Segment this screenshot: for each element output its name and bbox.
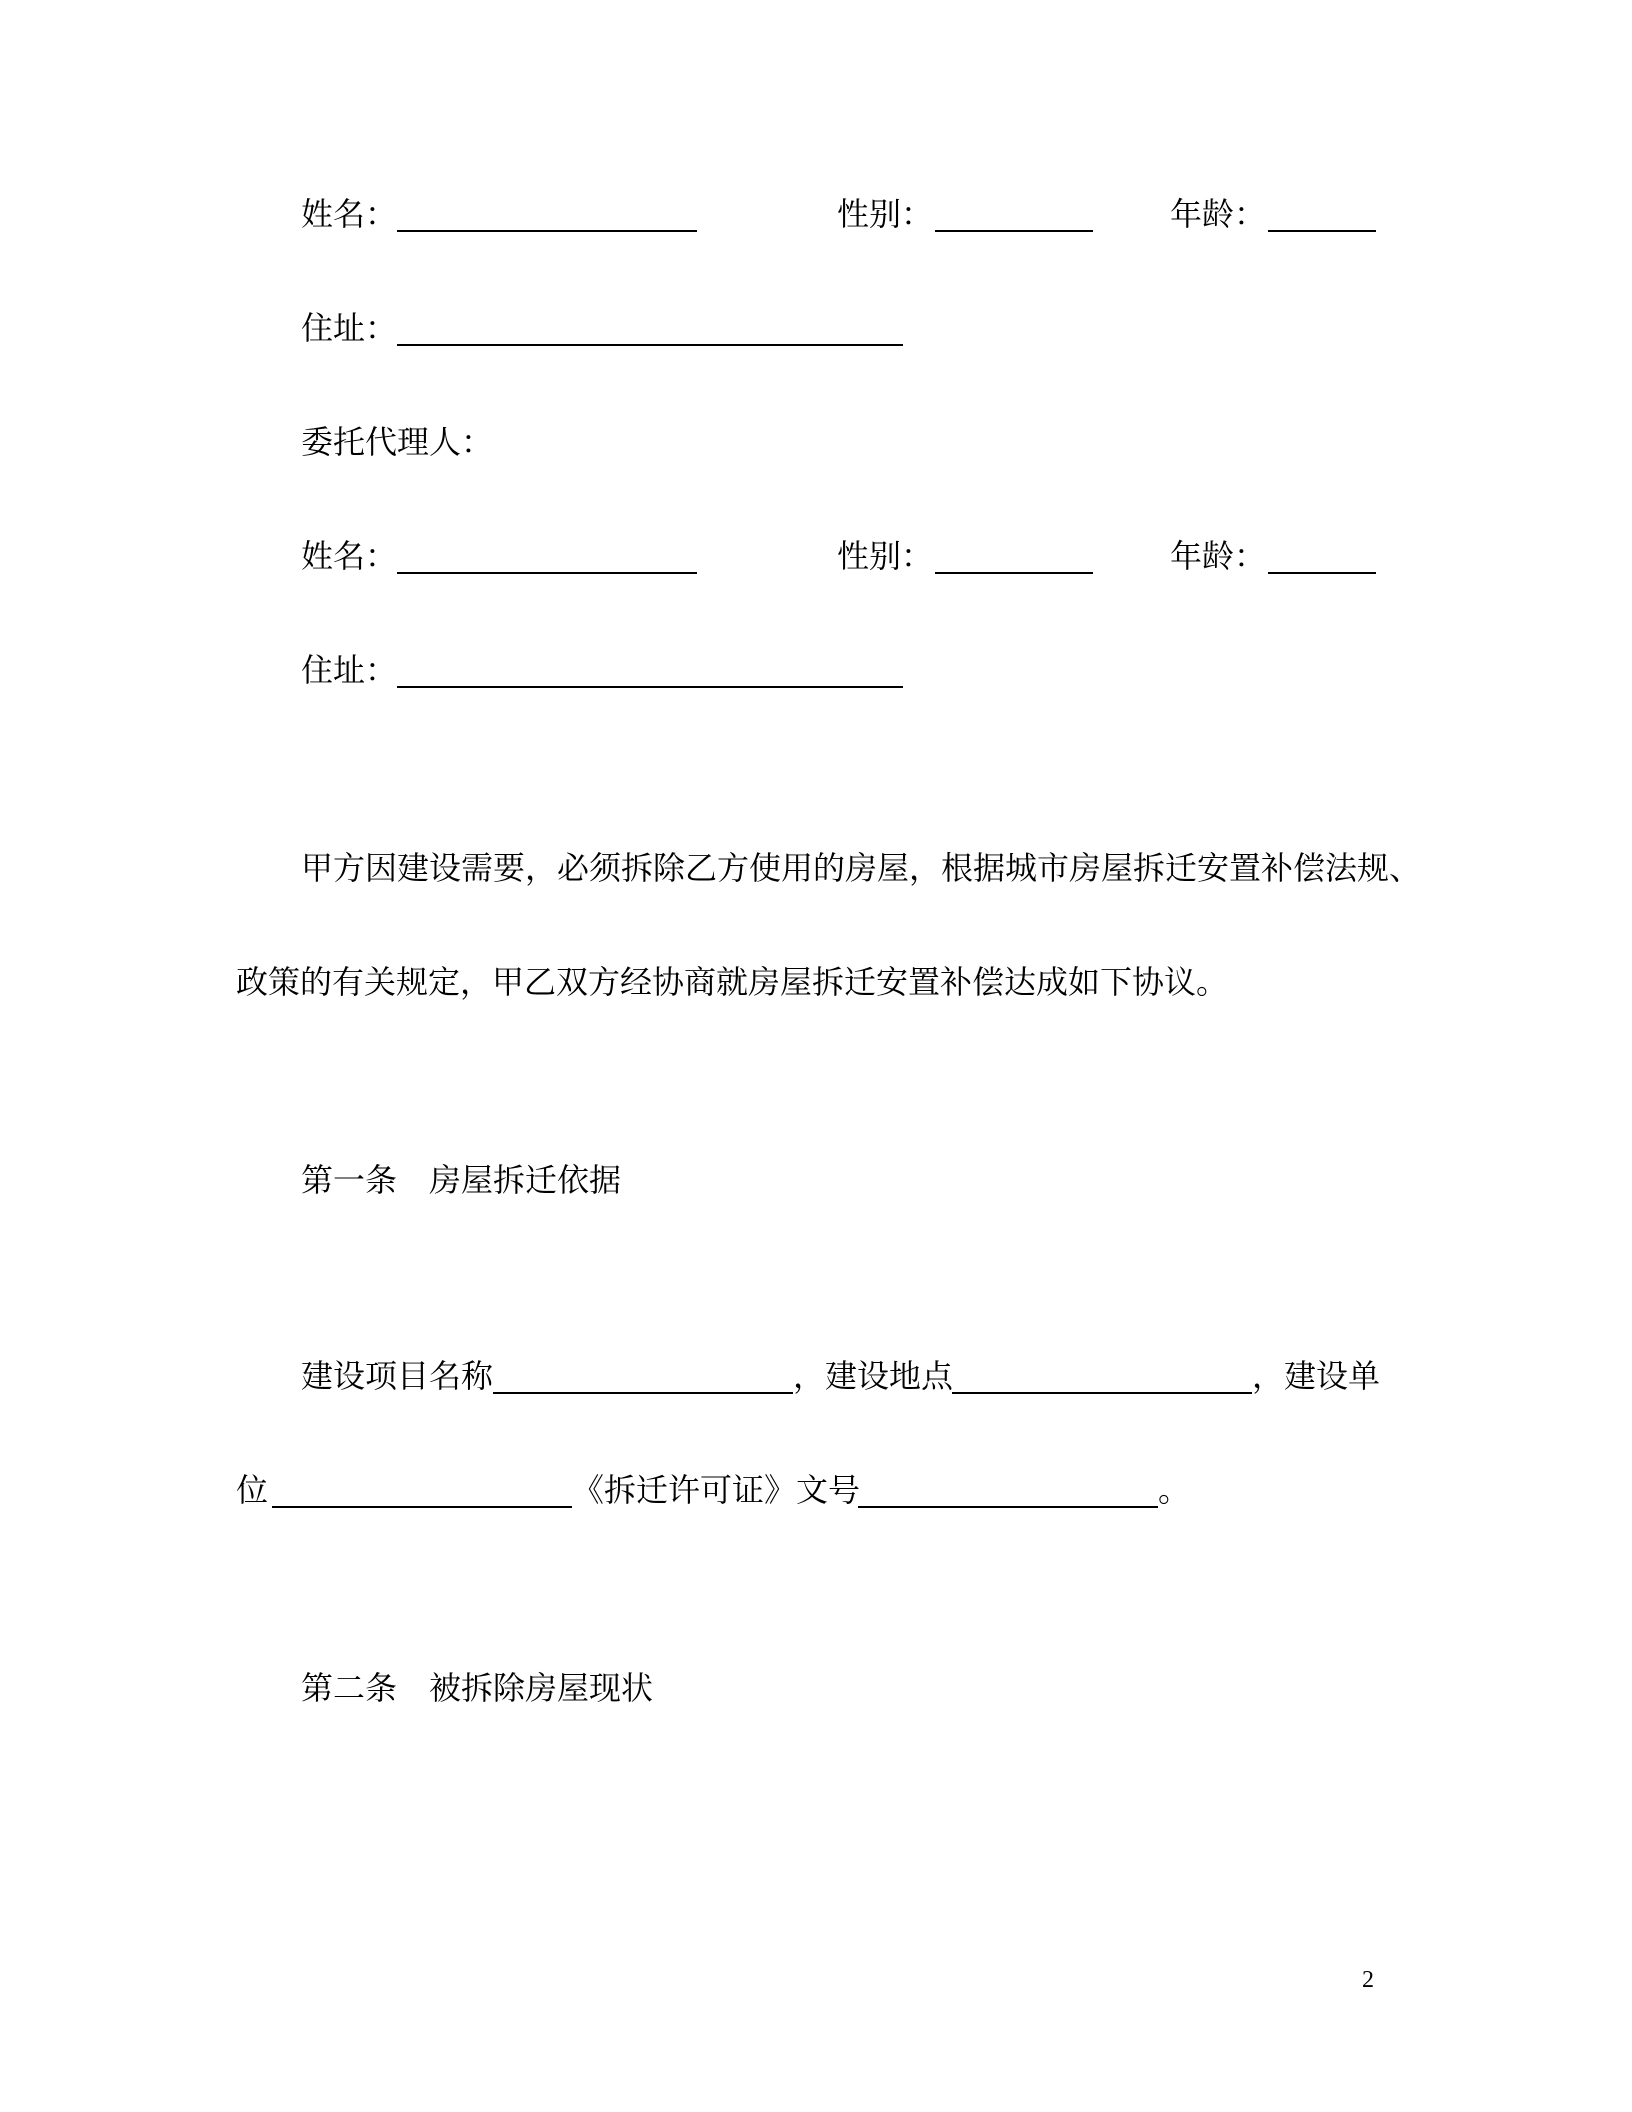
project-name-blank[interactable] — [493, 1392, 793, 1394]
agent-gender-label: 性别： — [837, 537, 934, 575]
agent-age-blank[interactable] — [1268, 572, 1376, 574]
article-1-title: 房屋拆迁依据 — [429, 1161, 622, 1199]
site-label: ，建设地点 — [793, 1357, 954, 1395]
intro-line-2: 政策的有关规定，甲乙双方经协商就房屋拆迁安置补偿达成如下协议。 — [236, 963, 1229, 1001]
project-name-label: 建设项目名称 — [301, 1357, 494, 1395]
agent-name-blank[interactable] — [397, 572, 697, 574]
article-1-row-2 — [0, 1470, 1632, 1510]
article-2-title: 被拆除房屋现状 — [429, 1669, 654, 1707]
agent-address-row — [0, 650, 1632, 690]
party-b-basic-row — [0, 194, 1632, 234]
page-number: 2 — [1362, 1967, 1374, 1993]
address-label: 住址： — [301, 309, 398, 347]
agent-basic-row — [0, 536, 1632, 576]
agent-title: 委托代理人： — [301, 423, 494, 461]
article-1-number: 第一条 — [301, 1161, 398, 1199]
name-label: 姓名： — [301, 195, 398, 233]
age-label: 年龄： — [1170, 195, 1267, 233]
agent-address-label: 住址： — [301, 651, 398, 689]
article-1-heading — [301, 1160, 621, 1200]
unit-label: ，建设单 — [1252, 1357, 1381, 1395]
article-2-heading — [301, 1668, 653, 1708]
site-blank[interactable] — [952, 1392, 1252, 1394]
agent-title-row — [0, 422, 1632, 462]
address-blank[interactable] — [397, 344, 903, 346]
article-2-number: 第二条 — [301, 1669, 398, 1707]
intro-line-1: 甲方因建设需要，必须拆除乙方使用的房屋，根据城市房屋拆迁安置补偿法规、 — [301, 849, 1422, 887]
unit-blank[interactable] — [272, 1506, 572, 1508]
article-1-row-1 — [0, 1356, 1632, 1396]
agent-gender-blank[interactable] — [935, 572, 1093, 574]
name-blank[interactable] — [397, 230, 697, 232]
gender-label: 性别： — [837, 195, 934, 233]
unit-label-cont: 位 — [236, 1471, 269, 1509]
age-blank[interactable] — [1268, 230, 1376, 232]
party-b-address-row — [0, 308, 1632, 348]
permit-label: 《拆迁许可证》文号 — [572, 1471, 861, 1509]
agent-name-label: 姓名： — [301, 537, 398, 575]
agent-address-blank[interactable] — [397, 686, 903, 688]
agent-age-label: 年龄： — [1170, 537, 1267, 575]
end-mark: 。 — [1158, 1471, 1191, 1509]
permit-number-blank[interactable] — [858, 1506, 1158, 1508]
gender-blank[interactable] — [935, 230, 1093, 232]
